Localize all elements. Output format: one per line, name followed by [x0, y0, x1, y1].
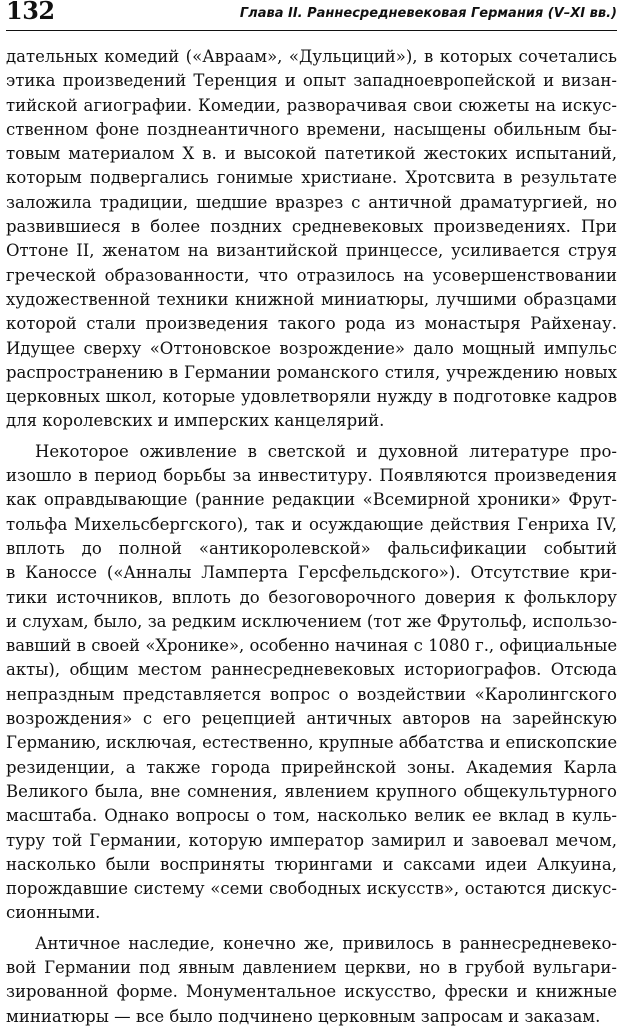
chapter-title: Глава II. Раннесредневековая Германия (V–XI вв.): [239, 6, 617, 21]
text-line: ственном фоне позднеантичного времени, насыщены обильным бы-: [6, 119, 617, 139]
paragraph: [6, 45, 617, 434]
text-line: и слухам, было, за редким исключением (тот же Фрутольф, использо-: [6, 611, 617, 631]
text-line: церковных школ, которые удовлетворяли нужду в подготовке кадров: [6, 387, 617, 407]
text-line: Оттоне II, женатом на византийской принцессе, усиливается струя: [6, 241, 617, 261]
text-line: для королевских и имперских канцелярий.: [6, 411, 385, 431]
text-line: распространению в Германии романского стиля, учреждению новых: [6, 362, 617, 382]
text-line: сионными.: [6, 903, 101, 923]
text-line: которым подвергались гонимые христиане. Хротсвита в результате: [6, 168, 617, 188]
text-line: Великого была, вне сомнения, явлением крупного общекультурного: [6, 781, 617, 801]
text-line: вплоть до полной «антикоролевской» фальсификации событий: [6, 538, 617, 558]
text-line: непраздным представляется вопрос о воздействии «Каролингского: [6, 684, 617, 704]
text-line: вой Германии под явным давлением церкви, но в грубой вульгари-: [6, 957, 617, 977]
text-line: дательных комедий («Авраам», «Дульциций»), в которых сочетались: [6, 47, 617, 66]
text-line: тольфа Михельсбергского), так и осуждающие действия Генриха IV,: [6, 514, 617, 534]
running-head: [6, 0, 617, 31]
body-text: [6, 45, 617, 1029]
paragraph: [6, 932, 617, 1029]
text-line: резиденции, а также города прирейнской зоны. Академия Карла: [6, 757, 617, 777]
text-line: вавший в своей «Хронике», особенно начиная с 1080 г., официальные: [6, 636, 617, 656]
text-line: товым материалом X в. и высокой патетикой жестоких испытаний,: [6, 144, 617, 164]
text-line: которой стали произведения такого рода из монастыря Райхенау.: [6, 314, 617, 334]
text-line: художественной техники книжной миниатюры, лучшими образцами: [6, 289, 617, 309]
text-line: масштаба. Однако вопросы о том, насколько велик ее вклад в куль-: [6, 806, 617, 826]
text-line: этика произведений Теренция и опыт западноевропейской и визан-: [6, 71, 617, 91]
page-number: 132: [6, 0, 55, 25]
text-line: Некоторое оживление в светской и духовной литературе про-: [35, 441, 617, 461]
paragraph: [6, 440, 617, 926]
text-line: в Каноссе («Анналы Ламперта Герсфельдского»). Отсутствие кри-: [6, 563, 617, 583]
text-line: миниатюры — все было подчинено церковным запросам и заказам.: [6, 1006, 601, 1026]
text-line: греческой образованности, что отразилось на усовершенствовании: [6, 265, 617, 285]
text-line: тийской агиографии. Комедии, разворачивая свои сюжеты на искус-: [6, 95, 617, 115]
text-line: зированной форме. Монументальное искусство, фрески и книжные: [6, 982, 617, 1002]
text-line: заложила традиции, шедшие вразрез с античной драматургией, но: [6, 192, 617, 212]
text-line: изошло в период борьбы за инвеституру. Появляются произведения: [6, 466, 617, 486]
text-line: порождавшие систему «семи свободных искусств», остаются дискус-: [6, 879, 617, 899]
text-line: как оправдывающие (ранние редакции «Всемирной хроники» Фрут-: [6, 490, 617, 510]
text-line: возрождения» с его рецепцией античных авторов на зарейнскую: [6, 709, 617, 729]
text-line: Идущее сверху «Оттоновское возрождение» дало мощный импульс: [6, 338, 617, 358]
text-line: тики источников, вплоть до безоговорочного доверия к фольклору: [6, 587, 617, 607]
text-line: Германию, исключая, естественно, крупные аббатства и епископские: [6, 733, 617, 753]
text-line: акты), общим местом раннесредневековых историографов. Отсюда: [6, 660, 617, 680]
text-line: развившиеся в более поздних средневековых произведениях. При: [6, 217, 617, 237]
text-line: насколько были восприняты тюрингами и саксами идеи Алкуина,: [6, 854, 617, 874]
text-line: туру той Германии, которую император замирил и завоевал мечом,: [6, 830, 617, 850]
text-line: Античное наследие, конечно же, привилось в раннесредневеко-: [35, 933, 617, 953]
